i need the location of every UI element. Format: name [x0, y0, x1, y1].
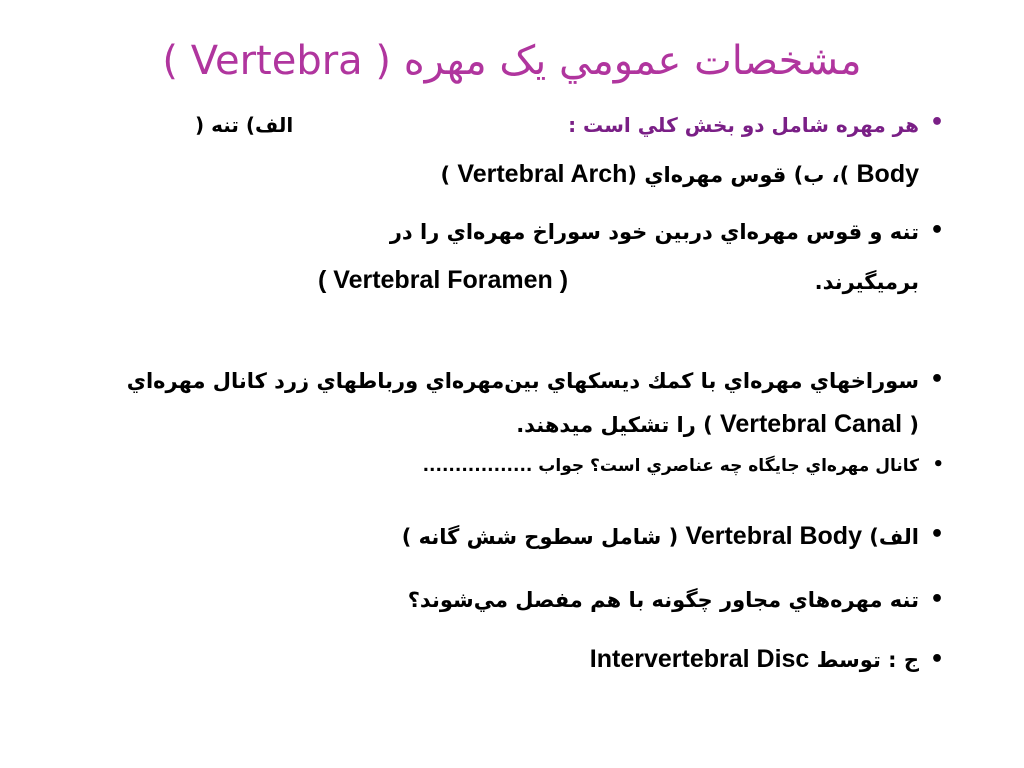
b1-body-term: Body — [856, 160, 919, 188]
b1-arch-term: Vertebral Arch — [457, 160, 628, 188]
slide-title: مشخصات عمومي يک مهره ( Vertebra ) — [162, 38, 862, 84]
bullet-marker: • — [932, 454, 944, 475]
b4-text: كانال مهره‌اي جايگاه چه عناصري است؟ جواب ................. — [422, 456, 919, 476]
b1-line2 — [441, 160, 920, 189]
b3-canal-term: Vertebral Canal — [720, 410, 903, 438]
b5-text-a: الف) — [869, 525, 919, 549]
b5-line — [402, 522, 919, 551]
bullet-marker: • — [929, 110, 944, 135]
bullet-marker: • — [929, 522, 944, 547]
bullet-marker: • — [929, 587, 944, 612]
b3-line2-text: ) را تشكيل ميدهند. — [516, 413, 713, 437]
b5-body-term: Vertebral Body — [685, 522, 862, 550]
b1-line2-close: ) — [440, 163, 458, 187]
bullet-marker: • — [929, 218, 944, 243]
b5-text-b: ( شامل سطوح شش گانه ) — [401, 525, 679, 549]
b7-text: ج : توسط — [816, 648, 919, 672]
b1-text-a: هر مهره شامل دو بخش كلي است : — [568, 113, 919, 137]
b2-foramen-term: ( Vertebral Foramen ) — [318, 266, 569, 294]
b3-open: ( — [909, 413, 919, 437]
b1-text-b: الف) تنه ( — [195, 113, 294, 137]
b2-line1: تنه و قوس مهره‌اي دربين خود سوراخ مهره‌اي را در — [389, 220, 919, 244]
b6-text: تنه مهره‌هاي مجاور چگونه با هم مفصل مي‌شوند؟ — [407, 588, 919, 612]
b7-line — [590, 645, 919, 674]
b2-line2-text: برميگيرند. — [814, 270, 919, 294]
b3-line2 — [516, 410, 919, 439]
bullet-marker: • — [929, 647, 944, 672]
b3-line1: سوراخهاي مهره‌اي با كمك ديسكهاي بين‌مهره‌اي ورباطهاي زرد كانال مهره‌اي — [126, 369, 919, 393]
b1-line2-text: )، ب) قوس مهره‌اي ( — [627, 163, 857, 187]
b7-disc-term: Intervertebral Disc — [589, 645, 810, 673]
bullet-marker: • — [929, 367, 944, 392]
